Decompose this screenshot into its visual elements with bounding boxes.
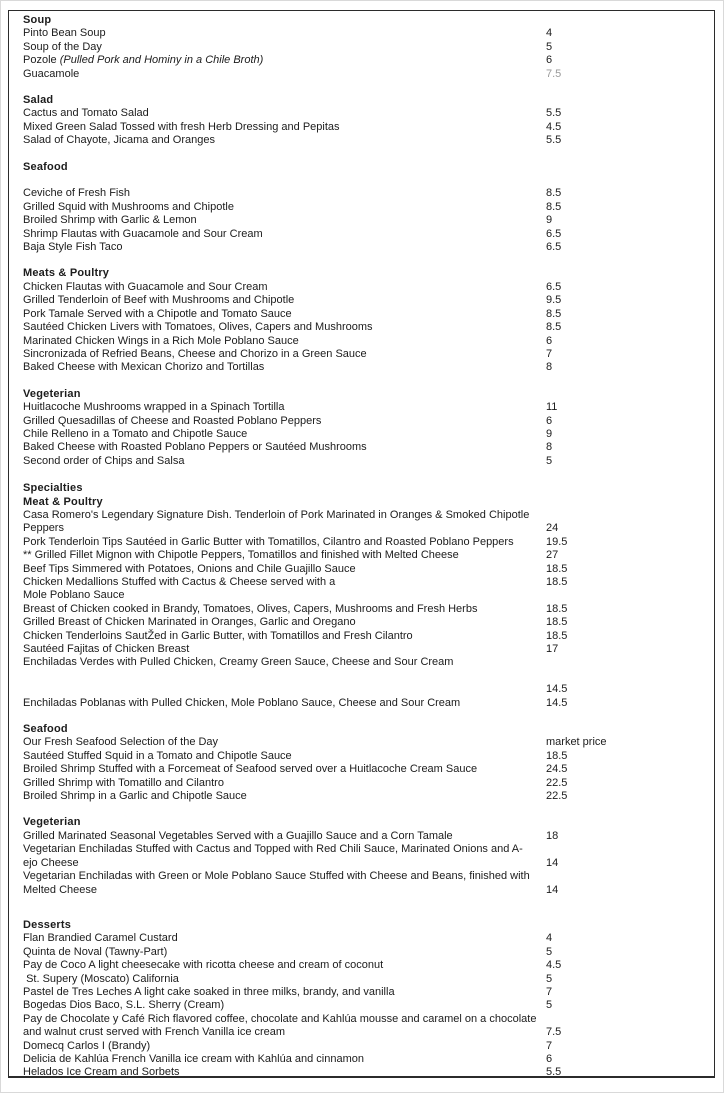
menu-item-price: 5.5: [546, 1066, 562, 1079]
menu-item-row: [23, 884, 700, 897]
menu-item: [23, 843, 700, 870]
menu-item-row: [23, 973, 700, 986]
menu-item-name: Baja Style Fish Taco: [23, 241, 123, 254]
menu-item-price: 18.5: [546, 576, 568, 589]
menu-item: [23, 415, 700, 428]
menu-sections: [23, 14, 700, 1080]
menu-item-price: 8: [546, 441, 553, 454]
section-header: Meat & Poultry: [23, 495, 103, 508]
menu-item: [23, 1013, 700, 1040]
menu-item-name: Pozole: [23, 54, 60, 67]
menu-item: [23, 603, 700, 616]
menu-item-row: [23, 214, 700, 227]
menu-item-name: Breast of Chicken cooked in Brandy, Tomatoes, Olives, Capers, Mushrooms and Fresh Herbs: [23, 602, 478, 615]
menu-item-name: Beef Tips Simmered with Potatoes, Onions and Chile Guajillo Sauce: [23, 562, 356, 575]
section-header-row: [23, 482, 700, 495]
menu-item-price: 11: [546, 401, 558, 414]
menu-item-row: [23, 321, 700, 334]
menu-item-price: 4: [546, 27, 553, 40]
menu-item-row: [23, 999, 700, 1012]
menu-item-row: [23, 932, 700, 945]
menu-item-price: 5: [546, 999, 553, 1012]
menu-item-row: [23, 1013, 700, 1026]
menu-item: [23, 361, 700, 374]
menu-item-name: Chicken Flautas with Guacamole and Sour Cream: [23, 280, 268, 293]
menu-item-row: [23, 455, 700, 468]
menu-item-name: Pay de Chocolate y Café Rich flavored coffee, chocolate and Kahlúa mousse and caramel on a chocolate: [23, 1012, 537, 1025]
section-header-row: [23, 94, 700, 107]
menu-item-price: 5: [546, 454, 553, 467]
menu-item-price: market price: [546, 736, 607, 749]
section-header-row: [23, 14, 700, 27]
menu-item-name-cont: ejo Cheese: [23, 856, 79, 869]
menu-item-name: Enchiladas Poblanas with Pulled Chicken, Mole Poblano Sauce, Cheese and Sour Cream: [23, 696, 461, 709]
menu-item-row: [23, 308, 700, 321]
menu-item-price: 19.5: [546, 535, 568, 548]
menu-item-row: [23, 1026, 700, 1039]
menu-item: [23, 441, 700, 454]
menu-item-price: 8.5: [546, 321, 562, 334]
menu-item: [23, 1066, 700, 1079]
menu-item-name: Ceviche of Fresh Fish: [23, 187, 130, 200]
menu-item: [23, 830, 700, 843]
menu-item-name: Grilled Tenderloin of Beef with Mushrooms and Chipotle: [23, 294, 295, 307]
menu-item-price: 6: [546, 414, 553, 427]
menu-item-name: Broiled Shrimp Stuffed with a Forcemeat of Seafood served over a Huitlacoche Cream Sauce: [23, 763, 478, 776]
menu-item-price: 22.5: [546, 776, 568, 789]
menu-item: [23, 643, 700, 656]
menu-item-name: Casa Romero's Legendary Signature Dish. Tenderloin of Pork Marinated in Oranges & Smoked Chipotle: [23, 508, 530, 521]
section-header-row: [23, 267, 700, 280]
menu-item-price: 22.5: [546, 790, 568, 803]
menu-item-row: [23, 616, 700, 629]
menu-item: [23, 187, 700, 200]
section-header: Seafood: [23, 723, 68, 736]
menu-item: [23, 946, 700, 959]
menu-item: [23, 455, 700, 468]
menu-item: [23, 281, 700, 294]
menu-item-row: [23, 830, 700, 843]
spacer-row: [23, 670, 700, 683]
menu-item-price: 8.5: [546, 187, 562, 200]
menu-item-name: Soup of the Day: [23, 40, 102, 53]
menu-item-name: Pork Tamale Served with a Chipotle and Tomato Sauce: [23, 307, 292, 320]
menu-item: [23, 763, 700, 776]
menu-item-row: [23, 441, 700, 454]
menu-item-price: 6: [546, 54, 553, 67]
menu-item-name: Vegetarian Enchiladas Stuffed with Cactus and Topped with Red Chili Sauce, Marinated Onions and A-: [23, 843, 523, 856]
menu-section: [23, 723, 700, 803]
menu-item-name: Domecq Carlos I (Brandy): [23, 1039, 151, 1052]
menu-item-price: 8.5: [546, 307, 562, 320]
menu-document: [8, 10, 715, 1078]
menu-item-name: Broiled Shrimp with Garlic & Lemon: [23, 214, 197, 227]
menu-item-row: [23, 54, 700, 67]
menu-item-row: [23, 790, 700, 803]
menu-item-price: 5: [546, 972, 553, 985]
menu-item: [23, 736, 700, 749]
menu-item-price: 14: [546, 856, 559, 869]
menu-item: [23, 563, 700, 576]
menu-item-price: 4: [546, 932, 553, 945]
menu-item: [23, 294, 700, 307]
menu-item-row: [23, 777, 700, 790]
menu-item-price: 4.5: [546, 959, 562, 972]
menu-item: [23, 228, 700, 241]
menu-item: [23, 750, 700, 763]
menu-item: [23, 549, 700, 562]
menu-item-row: [23, 589, 700, 602]
menu-item-row: [23, 750, 700, 763]
menu-item-price-row: [23, 683, 700, 696]
menu-item: [23, 335, 700, 348]
menu-item-name: Bogedas Dios Baco, S.L. Sherry (Cream): [23, 999, 225, 1012]
menu-item-price: 9: [546, 214, 553, 227]
menu-item-price: 18.5: [546, 629, 568, 642]
menu-item-row: [23, 763, 700, 776]
menu-item-price: 5.5: [546, 107, 562, 120]
menu-section: [23, 14, 700, 81]
menu-item-price: 6: [546, 1052, 553, 1065]
menu-section: [23, 816, 700, 896]
menu-item: [23, 790, 700, 803]
menu-item-price: 14.5: [546, 683, 568, 696]
menu-item-name: Baked Cheese with Mexican Chorizo and Tortillas: [23, 361, 265, 374]
menu-item: [23, 401, 700, 414]
menu-item-name: Grilled Quesadillas of Cheese and Roasted Poblano Peppers: [23, 414, 322, 427]
menu-item-row: [23, 121, 700, 134]
menu-item: [23, 1040, 700, 1053]
menu-item: [23, 616, 700, 629]
menu-item-row: [23, 986, 700, 999]
menu-item-name: Sincronizada of Refried Beans, Cheese and Chorizo in a Green Sauce: [23, 347, 367, 360]
menu-item-price: 5.5: [546, 134, 562, 147]
menu-item: [23, 201, 700, 214]
section-header: Vegeterian: [23, 387, 81, 400]
menu-item-price: 18: [546, 829, 559, 842]
menu-section: [23, 496, 700, 710]
menu-item-row: [23, 27, 700, 40]
menu-item: [23, 41, 700, 54]
menu-item: [23, 241, 700, 254]
menu-item-price: 5: [546, 945, 553, 958]
menu-item-price: 7.5: [546, 1026, 562, 1039]
section-header: Meats & Poultry: [23, 267, 110, 280]
menu-item-row: [23, 107, 700, 120]
section-header: Desserts: [23, 918, 72, 931]
menu-item-name: Pinto Bean Soup: [23, 27, 106, 40]
menu-item-row: [23, 563, 700, 576]
section-header-row: [23, 388, 700, 401]
section-header-row: [23, 496, 700, 509]
menu-item-price: 24: [546, 522, 559, 535]
menu-item-price: 27: [546, 549, 559, 562]
section-header-row: [23, 816, 700, 829]
menu-item-row: [23, 549, 700, 562]
menu-item: [23, 214, 700, 227]
menu-item-row: [23, 1040, 700, 1053]
menu-item: [23, 509, 700, 536]
menu-item-name: Flan Brandied Caramel Custard: [23, 932, 178, 945]
menu-item: [23, 959, 700, 972]
menu-item-name: Broiled Shrimp in a Garlic and Chipotle Sauce: [23, 790, 247, 803]
menu-item: [23, 870, 700, 897]
menu-item: [23, 932, 700, 945]
menu-section: [23, 161, 700, 255]
menu-item-name: Mixed Green Salad Tossed with fresh Herb Dressing and Pepitas: [23, 120, 340, 133]
menu-item: [23, 321, 700, 334]
menu-item-name-cont: Melted Cheese: [23, 883, 97, 896]
menu-item-name: Quinta de Noval (Tawny-Part): [23, 945, 168, 958]
menu-item-row: [23, 536, 700, 549]
menu-item: [23, 576, 700, 603]
menu-item-price: 24.5: [546, 763, 568, 776]
menu-item-row: [23, 736, 700, 749]
menu-item-price: 7.5: [546, 67, 562, 80]
menu-item: [23, 27, 700, 40]
menu-item-row: [23, 187, 700, 200]
menu-item-price: 9: [546, 427, 553, 440]
menu-item-name: Grilled Breast of Chicken Marinated in Oranges, Garlic and Oregano: [23, 616, 356, 629]
menu-item-name-cont: Mole Poblano Sauce: [23, 589, 125, 602]
menu-item-name: Marinated Chicken Wings in a Rich Mole Poblano Sauce: [23, 334, 299, 347]
menu-item-name: Chicken Tenderloins SautŽed in Garlic Butter, with Tomatillos and Fresh Cilantro: [23, 629, 413, 642]
menu-item: [23, 68, 700, 81]
menu-item-row: [23, 134, 700, 147]
menu-item-row: [23, 843, 700, 856]
menu-item-price: 14: [546, 883, 559, 896]
menu-item-price: 7: [546, 347, 553, 360]
menu-item-name: Second order of Chips and Salsa: [23, 454, 185, 467]
spacer-row: [23, 174, 700, 187]
menu-item-row: [23, 522, 700, 535]
section-header: Specialties: [23, 482, 83, 495]
menu-item-row: [23, 294, 700, 307]
menu-item-row: [23, 870, 700, 883]
menu-item-name: Sautéed Stuffed Squid in a Tomato and Chipotle Sauce: [23, 749, 292, 762]
menu-item-price: 14.5: [546, 696, 568, 709]
menu-item: [23, 348, 700, 361]
menu-item-price: 7: [546, 985, 553, 998]
menu-section: [23, 482, 700, 495]
menu-item-name-cont: and walnut crust served with French Vanilla ice cream: [23, 1026, 286, 1039]
menu-item-row: [23, 509, 700, 522]
menu-item-price: 6.5: [546, 280, 562, 293]
menu-item-row: [23, 643, 700, 656]
menu-item: [23, 986, 700, 999]
menu-item-name: Grilled Shrimp with Tomatillo and Cilantro: [23, 776, 224, 789]
menu-item-name: Vegetarian Enchiladas with Green or Mole Poblano Sauce Stuffed with Cheese and Beans, finished with: [23, 870, 530, 883]
menu-item: [23, 697, 700, 710]
menu-item-name: Pay de Coco A light cheesecake with ricotta cheese and cream of coconut: [23, 959, 384, 972]
menu-item-name: Delicia de Kahlúa French Vanilla ice cream with Kahlúa and cinnamon: [23, 1052, 364, 1065]
menu-item-row: [23, 1053, 700, 1066]
menu-item-price: 18.5: [546, 616, 568, 629]
menu-item: [23, 536, 700, 549]
menu-item: [23, 1053, 700, 1066]
menu-item-name: Salad of Chayote, Jicama and Oranges: [23, 134, 216, 147]
menu-item-price: 8: [546, 361, 553, 374]
menu-section: [23, 388, 700, 468]
menu-item-name: Cactus and Tomato Salad: [23, 107, 149, 120]
section-header: Vegeterian: [23, 816, 81, 829]
menu-item-row: [23, 41, 700, 54]
menu-item-name: Pork Tenderloin Tips Sautéed in Garlic Butter with Tomatillos, Cilantro and Roasted Poblano Peppers: [23, 535, 514, 548]
menu-item-row: [23, 335, 700, 348]
menu-item: [23, 428, 700, 441]
menu-item-name: Helados Ice Cream and Sorbets: [23, 1066, 180, 1079]
section-header: Soup: [23, 14, 52, 26]
menu-item-name: Shrimp Flautas with Guacamole and Sour Cream: [23, 227, 263, 240]
menu-item: [23, 308, 700, 321]
menu-item-row: [23, 228, 700, 241]
menu-item-price: 8.5: [546, 200, 562, 213]
menu-item-row: [23, 348, 700, 361]
menu-item-price: 6.5: [546, 227, 562, 240]
menu-item-row: [23, 361, 700, 374]
menu-item-name: Grilled Squid with Mushrooms and Chipotle: [23, 200, 234, 213]
menu-item-name: Baked Cheese with Roasted Poblano Peppers or Sautéed Mushrooms: [23, 441, 367, 454]
menu-item-price: 17: [546, 643, 559, 656]
menu-item-price: 7: [546, 1039, 553, 1052]
menu-item-row: [23, 603, 700, 616]
menu-item-row: [23, 281, 700, 294]
menu-item-row: [23, 415, 700, 428]
menu-item-price: 18.5: [546, 562, 568, 575]
menu-section: [23, 919, 700, 1080]
menu-item: [23, 121, 700, 134]
menu-item-name: Sautéed Chicken Livers with Tomatoes, Olives, Capers and Mushrooms: [23, 321, 373, 334]
menu-item-row: [23, 857, 700, 870]
menu-item-name-cont: Peppers: [23, 522, 64, 535]
menu-item-price: 5: [546, 40, 553, 53]
menu-item: [23, 973, 700, 986]
menu-item: [23, 54, 700, 67]
menu-item-row: [23, 630, 700, 643]
menu-item-row: [23, 68, 700, 81]
menu-item-name: ** Grilled Fillet Mignon with Chipotle Peppers, Tomatillos and finished with Melted Cheese: [23, 549, 459, 562]
section-header-row: [23, 723, 700, 736]
menu-item: [23, 656, 700, 696]
menu-item-row: [23, 576, 700, 589]
menu-item-price: 4.5: [546, 120, 562, 133]
menu-item: [23, 777, 700, 790]
menu-item-name: St. Supery (Moscato) California: [23, 972, 179, 985]
menu-item-row: [23, 656, 700, 669]
section-header-row: [23, 161, 700, 174]
section-header: Seafood: [23, 160, 68, 173]
menu-section: [23, 94, 700, 148]
menu-item-name-detail: (Pulled Pork and Hominy in a Chile Broth): [59, 54, 264, 67]
menu-item-name: Pastel de Tres Leches A light cake soaked in three milks, brandy, and vanilla: [23, 985, 395, 998]
menu-item-name: Sautéed Fajitas of Chicken Breast: [23, 643, 190, 656]
menu-item-price: 18.5: [546, 749, 568, 762]
menu-section: [23, 267, 700, 374]
menu-item-row: [23, 1066, 700, 1079]
menu-item: [23, 999, 700, 1012]
menu-item-name: Guacamole: [23, 67, 80, 80]
menu-item: [23, 134, 700, 147]
menu-item: [23, 107, 700, 120]
menu-item-name: Grilled Marinated Seasonal Vegetables Served with a Guajillo Sauce and a Corn Tamale: [23, 829, 453, 842]
menu-item-row: [23, 959, 700, 972]
menu-item-row: [23, 401, 700, 414]
section-header-row: [23, 919, 700, 932]
menu-item-name: Chicken Medallions Stuffed with Cactus & Cheese served with a: [23, 576, 336, 589]
menu-item-price: 6: [546, 334, 553, 347]
menu-item-row: [23, 428, 700, 441]
menu-item-name: Enchiladas Verdes with Pulled Chicken, Creamy Green Sauce, Cheese and Sour Cream: [23, 656, 454, 669]
menu-item-row: [23, 697, 700, 710]
menu-item-row: [23, 241, 700, 254]
menu-item-price: 9.5: [546, 294, 562, 307]
menu-item-price: 6.5: [546, 241, 562, 254]
menu-item-name: Chile Relleno in a Tomato and Chipotle Sauce: [23, 427, 248, 440]
menu-item-row: [23, 201, 700, 214]
menu-item-name: Huitlacoche Mushrooms wrapped in a Spinach Tortilla: [23, 401, 285, 414]
menu-item: [23, 630, 700, 643]
menu-item-row: [23, 946, 700, 959]
menu-item-price: 18.5: [546, 602, 568, 615]
menu-item-name: Our Fresh Seafood Selection of the Day: [23, 736, 219, 749]
section-header: Salad: [23, 94, 54, 107]
